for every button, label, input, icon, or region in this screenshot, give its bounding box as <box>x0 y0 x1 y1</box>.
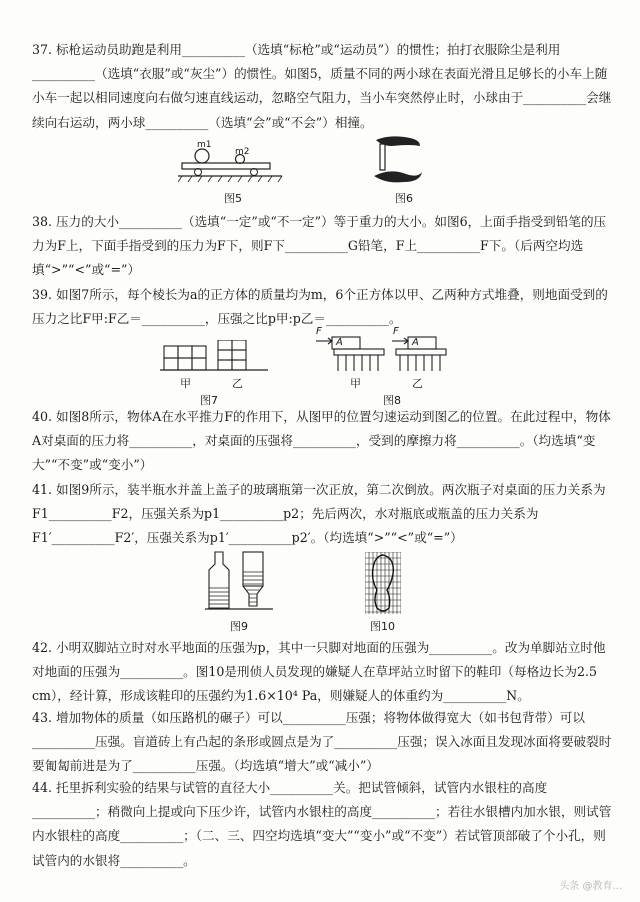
figure-9-caption: 图9 <box>230 620 248 633</box>
question-43: 43. 增加物体的质量（如压路机的碾子）可以__________压强；将物体做得宽大（如书包背带）可以__________压强。盲道砖上有凸起的条形或圆点是为了__________压强；误入冰面且发现冰面将要破裂时要匍匐前进是为了__________压强。（均选填“增大”或“减小”） <box>32 710 612 774</box>
figure-10-shoeprint-grid <box>365 552 401 614</box>
fig8-label-F-left: F <box>316 326 322 337</box>
fig7-label-jia: 甲 <box>180 377 191 390</box>
figure-7-caption: 图7 <box>200 394 218 407</box>
fig5-label-m2: m2 <box>235 147 250 157</box>
question-38: 38. 压力的大小__________（选填“一定”或“不一定”）等于重力的大小。如图6，上面手指受到铅笔的压力为F上，下面手指受到的压力为F下，则F下__________G铅笔，F上__________F下。（后两空均选填“>”“<”或“=”） <box>32 214 607 278</box>
figure-9-bottles <box>205 550 275 612</box>
fig8-label-jia: 甲 <box>350 377 361 390</box>
figure-10-caption: 图10 <box>370 620 395 633</box>
figure-5-caption: 图5 <box>224 192 242 205</box>
question-44: 44. 托里拆利实验的结果与试管的直径大小__________关。把试管倾斜，试管内水银柱的高度__________；稍微向上提或向下压少许，试管内水银柱的高度__________；若往水银槽内加水银，则试管内水银柱的高度__________；（二、三、四空均选填“变大”“变小”或“不变”）若试管顶部破了个小孔，则试管内的水银将__________。 <box>32 780 612 868</box>
question-40: 40. 如图8所示，物体A在水平推力F的作用下，从图甲的位置匀速运动到图乙的位置。在此过程中，物体A对桌面的压力将__________，对桌面的压强将__________，受到的摩擦力将__________。（均选填“变大”“不变”或“变小”） <box>32 409 611 473</box>
fig8-label-A-left: A <box>336 337 343 348</box>
figure-8-caption: 图8 <box>383 394 401 407</box>
question-41: 41. 如图9所示，装半瓶水并盖上盖子的玻璃瓶第一次正放，第二次倒放。两次瓶子对桌面的压力关系为F1__________F2，压强关系为p1__________p2；先后两次，水对瓶底或瓶盖的压力关系为F1′__________F2′，压强关系为p1′__________p2′。（均选填“>”“<”或“=”） <box>32 482 606 546</box>
fig8-label-yi: 乙 <box>412 377 423 390</box>
fig7-label-yi: 乙 <box>232 377 243 390</box>
fig8-label-A-right: A <box>412 337 419 348</box>
question-37: 37. 标枪运动员助跑是利用__________（选填“标枪”或“运动员”）的惯性；拍打衣服除尘是利用__________（选填“衣服”或“灰尘”）的惯性。如图5，质量不同的两小球在表面光滑且足够长的小车上随小车一起以相同速度向右做匀速直线运动，忽略空气阻力，当小车突然停止时，小球由于__________会继续向右运动，两小球__________（选填“会”或“不会”）相撞。 <box>32 42 612 130</box>
question-42: 42. 小明双脚站立时对水平地面的压强为p，其中一只脚对地面的压强为__________。改为单脚站立时他对地面的压强为__________。图10是刑侦人员发现的嫌疑人在草坪站立时留下的鞋印（每格边长为2.5 cm），经计算，形成该鞋印的压强约为1.6×10⁴ Pa，则嫌疑人的体重约为__________N。 <box>32 640 606 704</box>
question-39: 39. 如图7所示，每个棱长为a的正方体的质量均为m，6个正方体以甲、乙两种方式堆叠，则地面受到的压力之比F甲:F乙＝__________，压强之比p甲:p乙＝__________。 <box>32 287 608 327</box>
figure-5-cart-diagram <box>178 140 288 184</box>
figure-7-stacked-cubes <box>160 340 270 374</box>
figure-6-caption: 图6 <box>395 192 413 205</box>
figure-8-block-on-table <box>312 327 462 377</box>
fig8-label-F-right: F <box>393 326 399 337</box>
figure-6-pencil-fingers <box>370 132 430 184</box>
watermark: 头条 @教育... <box>559 881 622 892</box>
fig5-label-m1: m1 <box>197 140 212 150</box>
